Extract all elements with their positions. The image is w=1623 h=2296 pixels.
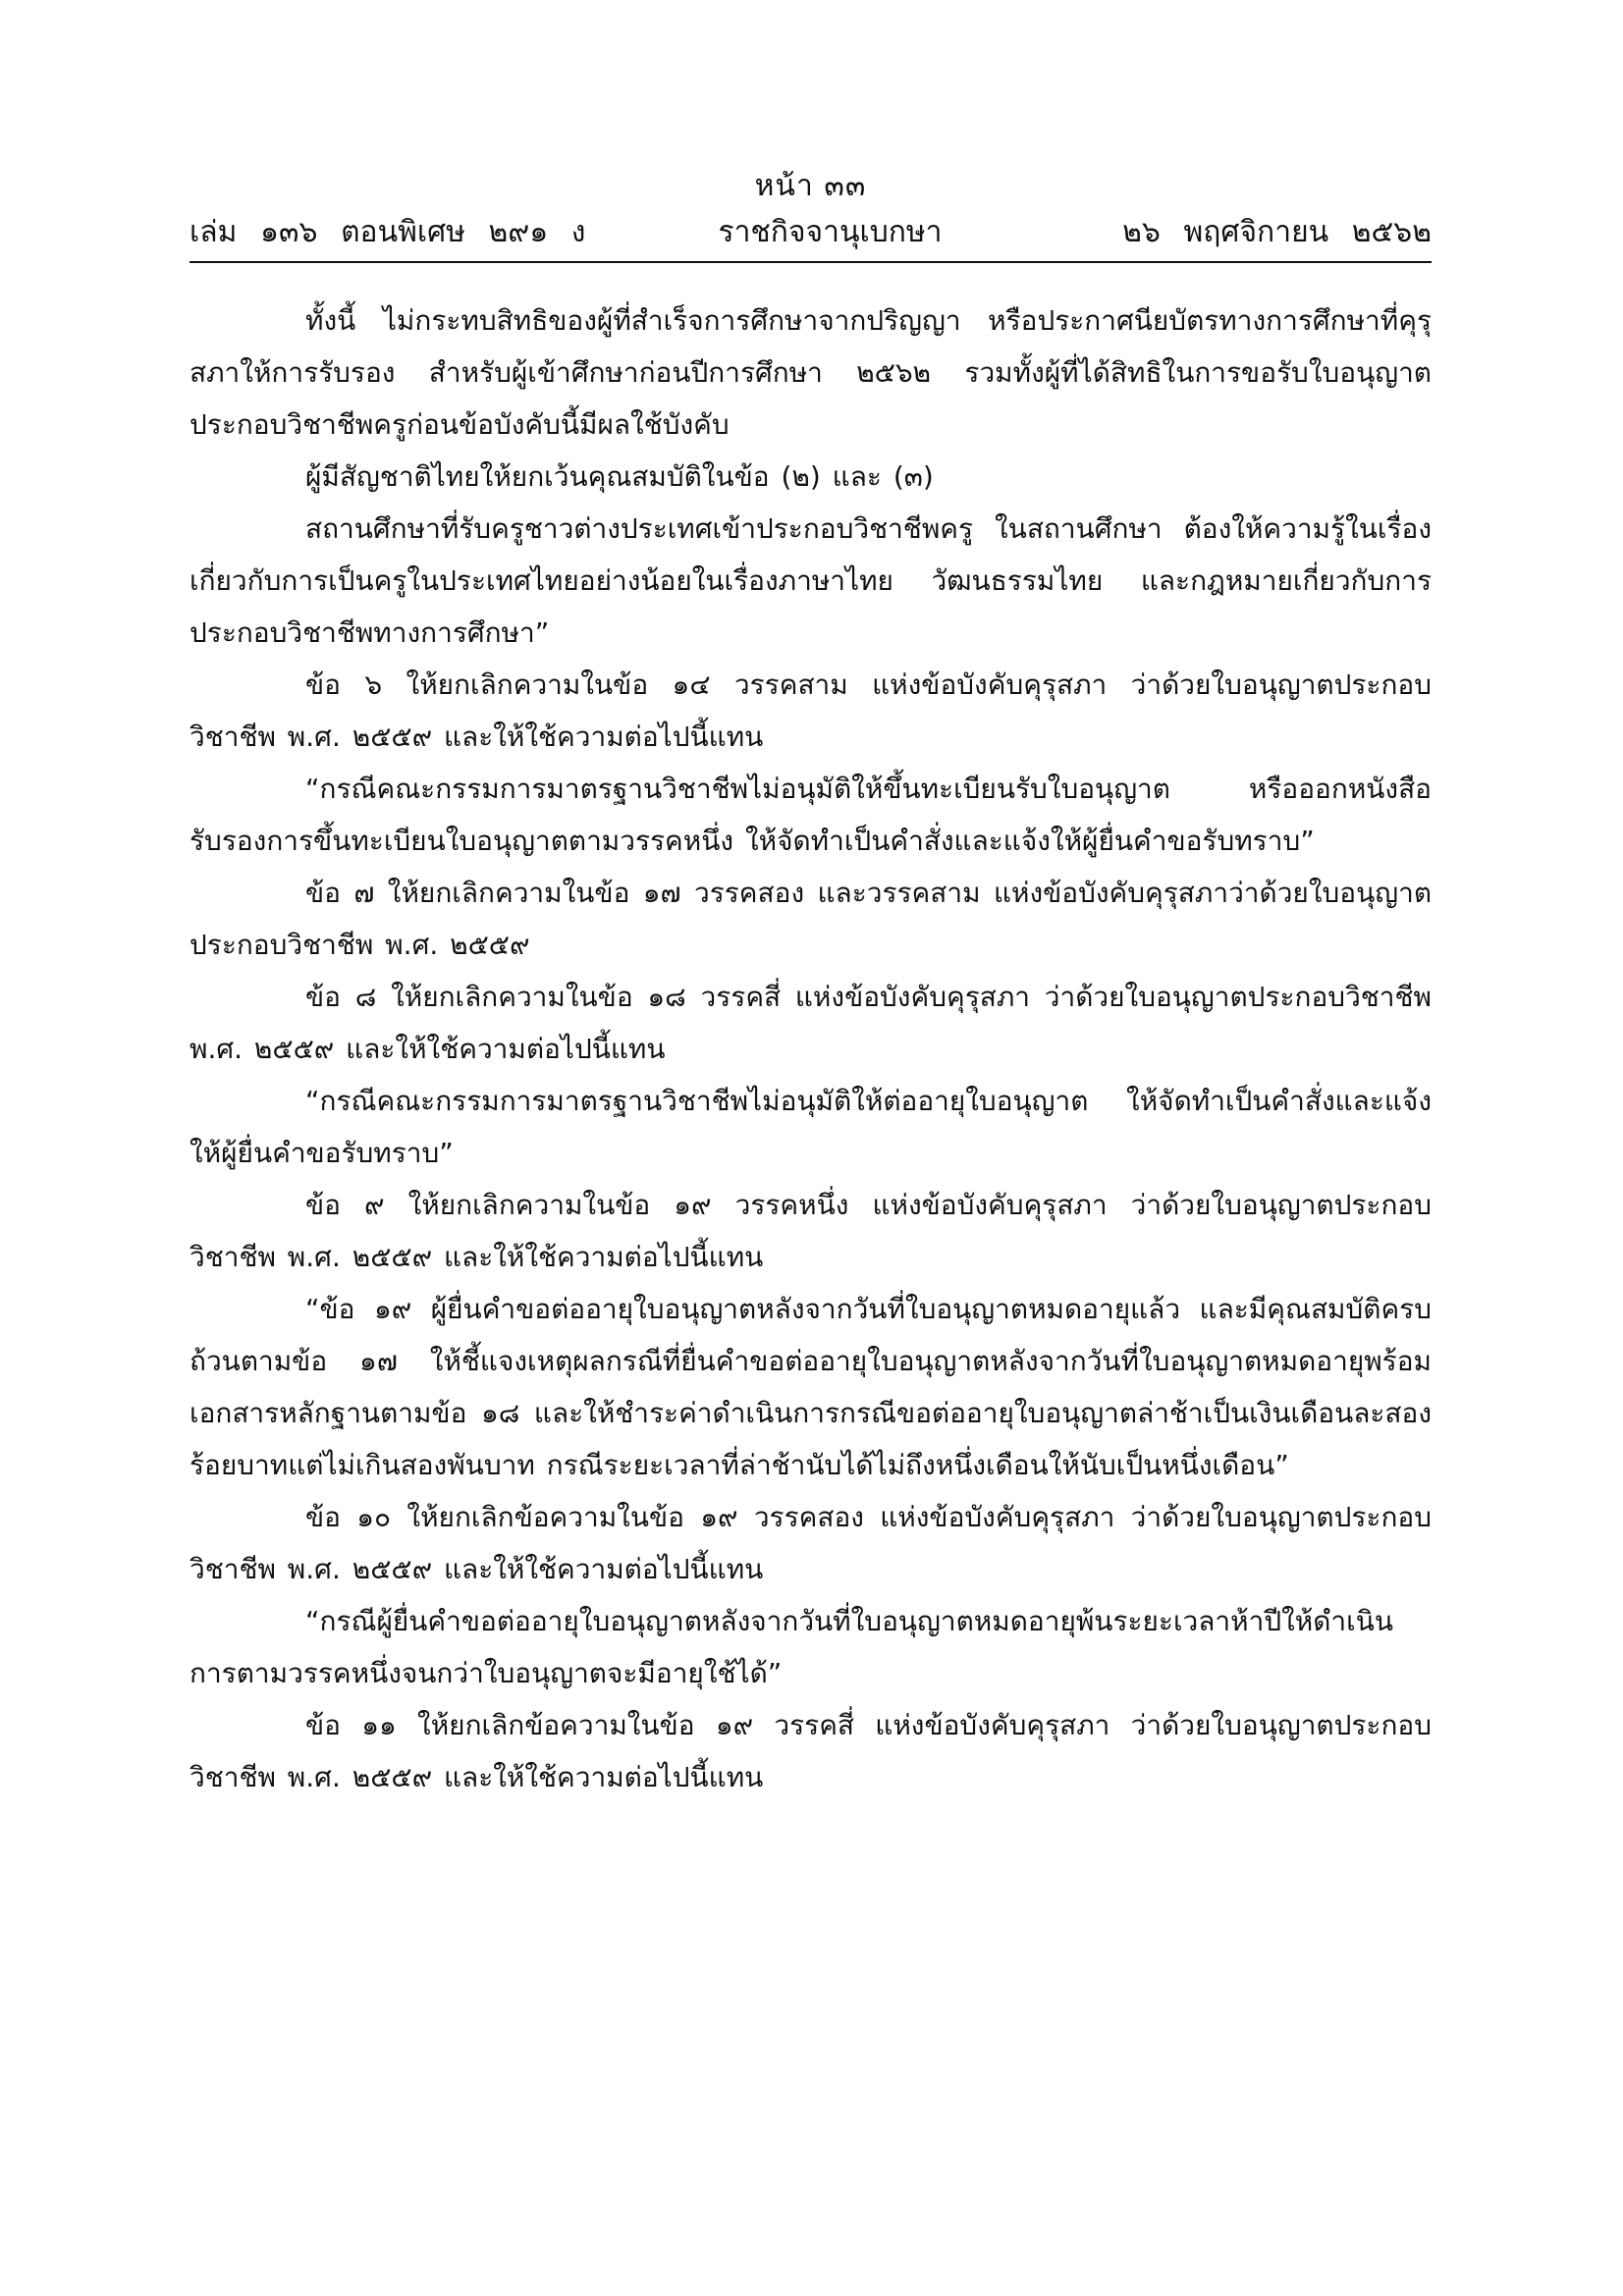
paragraph: “ข้อ ๑๙ ผู้ยื่นคำขอต่ออายุใบอนุญาตหลังจากวันที่ใบอนุญาตหมดอายุแล้ว และมีคุณสมบัติครบถ้วนตามข้อ ๑๗ ให้ชี้แจงเหตุผลกรณีที่ยื่นคำขอต่ออายุใบอนุญาตหลังจากวันที่ใบอนุญาตหมดอายุพร้อมเอกสารหลักฐานตามข้อ ๑๘ และให้ชำระค่าดำเนินการกรณีขอต่ออายุใบอนุญาตล่าช้าเป็นเงินเดือนละสองร้อยบาทแต่ไม่เกินสองพันบาท กรณีระยะเวลาที่ล่าช้านับได้ไม่ถึงหนึ่งเดือนให้นับเป็นหนึ่งเดือน”	[189, 1293, 1432, 1481]
paragraph: “กรณีคณะกรรมการมาตรฐานวิชาชีพไม่อนุมัติให้ต่ออายุใบอนุญาต ให้จัดทำเป็นคำสั่งและแจ้งให้ผู้ยื่นคำขอรับทราบ”	[189, 1085, 1432, 1169]
paragraph: ทั้งนี้ ไม่กระทบสิทธิของผู้ที่สำเร็จการศึกษาจากปริญญา หรือประกาศนียบัตรทางการศึกษาที่คุรุสภาให้การรับรอง สำหรับผู้เข้าศึกษาก่อนปีการศึกษา ๒๕๖๒ รวมทั้งผู้ที่ได้สิทธิในการขอรับใบอนุญาตประกอบวิชาชีพครูก่อนข้อบังคับนี้มีผลใช้บังคับ	[189, 304, 1432, 441]
paragraph: สถานศึกษาที่รับครูชาวต่างประเทศเข้าประกอบวิชาชีพครู ในสถานศึกษา ต้องให้ความรู้ในเรื่องเกี่ยวกับการเป็นครูในประเทศไทยอย่างน้อยในเรื่องภาษาไทย วัฒนธรรมไทย และกฎหมายเกี่ยวกับการประกอบวิชาชีพทางการศึกษา”	[189, 512, 1432, 649]
paragraph: ข้อ ๖ ให้ยกเลิกความในข้อ ๑๔ วรรคสาม แห่งข้อบังคับคุรุสภา ว่าด้วยใบอนุญาตประกอบวิชาชีพ พ.ศ. ๒๕๕๙ และให้ใช้ความต่อไปนี้แทน	[189, 668, 1432, 753]
page-number: หน้า ๓๓	[754, 169, 867, 203]
page-header	[189, 165, 1432, 263]
paragraph: ข้อ ๗ ให้ยกเลิกความในข้อ ๑๗ วรรคสอง และวรรคสาม แห่งข้อบังคับคุรุสภาว่าด้วยใบอนุญาตประกอบวิชาชีพ พ.ศ. ๒๕๕๙	[189, 877, 1432, 961]
paragraph: ข้อ ๑๑ ให้ยกเลิกข้อความในข้อ ๑๙ วรรคสี่ แห่งข้อบังคับคุรุสภา ว่าด้วยใบอนุญาตประกอบวิชาชีพ พ.ศ. ๒๕๕๙ และให้ใช้ความต่อไปนี้แทน	[189, 1709, 1432, 1793]
volume-info: เล่ม ๑๓๖ ตอนพิเศษ ๒๙๑ ง	[189, 215, 586, 249]
publication-date: ๒๖ พฤศจิกายน ๒๕๖๒	[1122, 215, 1432, 249]
header-divider	[189, 261, 1432, 263]
header-row	[189, 208, 1432, 257]
paragraph: ผู้มีสัญชาติไทยให้ยกเว้นคุณสมบัติในข้อ (๒) และ (๓)	[305, 460, 934, 493]
paragraph: “กรณีผู้ยื่นคำขอต่ออายุใบอนุญาตหลังจากวันที่ใบอนุญาตหมดอายุพ้นระยะเวลาห้าปีให้ดำเนินการตามวรรคหนึ่งจนกว่าใบอนุญาตจะมีอายุใช้ได้”	[189, 1605, 1393, 1689]
document-body	[189, 294, 1432, 1803]
paragraph: “กรณีคณะกรรมการมาตรฐานวิชาชีพไม่อนุมัติให้ขึ้นทะเบียนรับใบอนุญาต หรือออกหนังสือรับรองการขึ้นทะเบียนใบอนุญาตตามวรรคหนึ่ง ให้จัดทำเป็นคำสั่งและแจ้งให้ผู้ยื่นคำขอรับทราบ”	[189, 773, 1432, 857]
gazette-title: ราชกิจจานุเบกษา	[718, 215, 943, 249]
paragraph: ข้อ ๙ ให้ยกเลิกความในข้อ ๑๙ วรรคหนึ่ง แห่งข้อบังคับคุรุสภา ว่าด้วยใบอนุญาตประกอบวิชาชีพ พ.ศ. ๒๕๕๙ และให้ใช้ความต่อไปนี้แทน	[189, 1189, 1432, 1273]
paragraph: ข้อ ๘ ให้ยกเลิกความในข้อ ๑๘ วรรคสี่ แห่งข้อบังคับคุรุสภา ว่าด้วยใบอนุญาตประกอบวิชาชีพ พ.ศ. ๒๕๕๙ และให้ใช้ความต่อไปนี้แทน	[189, 981, 1432, 1065]
paragraph: ข้อ ๑๐ ให้ยกเลิกข้อความในข้อ ๑๙ วรรคสอง แห่งข้อบังคับคุรุสภา ว่าด้วยใบอนุญาตประกอบวิชาชีพ พ.ศ. ๒๕๕๙ และให้ใช้ความต่อไปนี้แทน	[189, 1501, 1432, 1585]
